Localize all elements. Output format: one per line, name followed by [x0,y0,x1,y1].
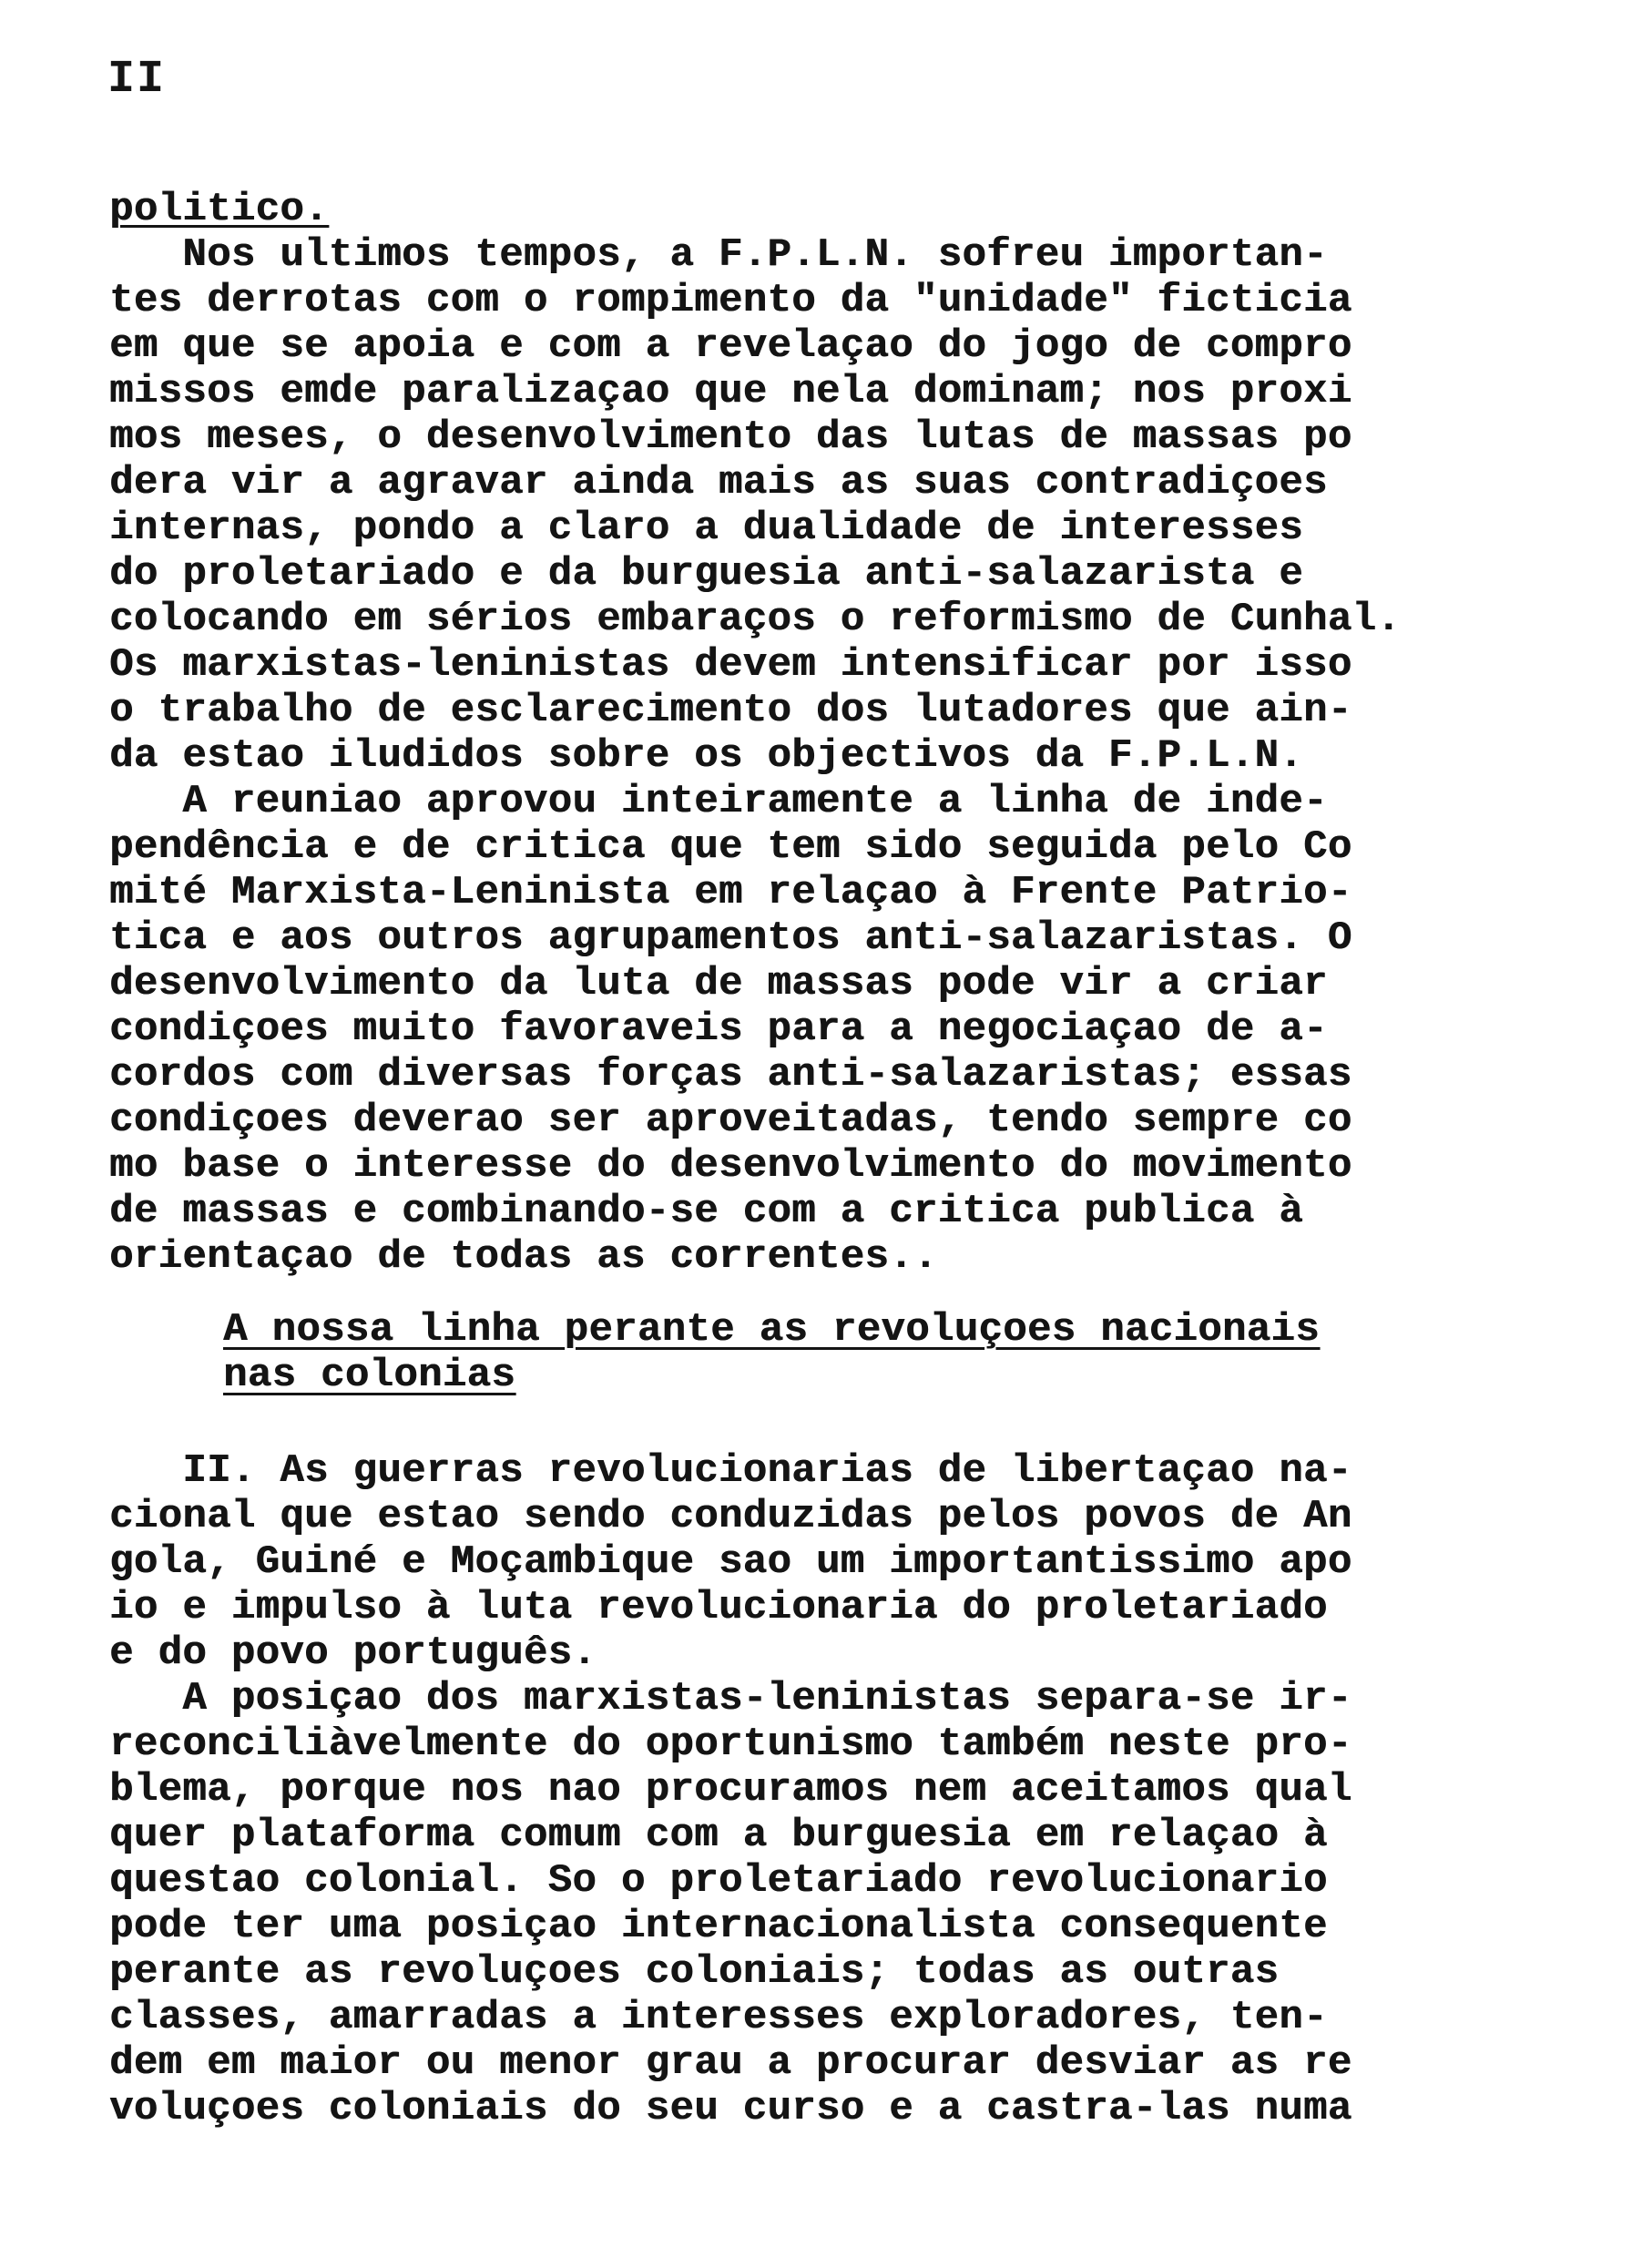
text-line: dem em maior ou menor grau a procurar desviar as re [109,2040,1352,2086]
text-line: orientaçao de todas as correntes.. [109,1234,938,1280]
text-line: io e impulso à luta revolucionaria do proletariado [109,1585,1328,1630]
text-line: internas, pondo a claro a dualidade de interesses [109,506,1303,551]
heading-line: A nossa linha perante as revoluçoes nacionais [223,1307,1320,1353]
text-line: perante as revoluçoes coloniais; todas as outras [109,1949,1280,1995]
text-line: de massas e combinando-se com a critica publica à [109,1189,1303,1234]
text-line: tes derrotas com o rompimento da "unidade" ficticia [109,278,1352,323]
text-line: Os marxistas-leninistas devem intensificar por isso [109,642,1352,688]
text-line: dera vir a agravar ainda mais as suas contradiçoes [109,460,1328,506]
text-line: voluçoes coloniais do seu curso e a castra-las numa [109,2086,1352,2131]
text-line: condiçoes deverao ser aproveitadas, tendo sempre co [109,1098,1352,1143]
text-line: A reuniao aprovou inteiramente a linha de inde- [109,779,1328,824]
text-line: e do povo português. [109,1630,597,1676]
text-line: A posiçao dos marxistas-leninistas separa-se ir- [109,1676,1352,1721]
text-line: pendência e de critica que tem sido seguida pelo Co [109,824,1352,870]
text-line: questao colonial. So o proletariado revolucionario [109,1858,1328,1904]
text-line: mité Marxista-Leninista em relaçao à Frente Patrio- [109,870,1352,915]
text-line: classes, amarradas a interesses exploradores, ten- [109,1995,1328,2040]
text-line: condiçoes muito favoraveis para a negociaçao de a- [109,1006,1328,1052]
text-line: o trabalho de esclarecimento dos lutadores que ain- [109,688,1352,733]
text-line: politico. [109,187,329,232]
text-line: quer plataforma comum com a burguesia em relaçao à [109,1813,1328,1858]
text-line: mo base o interesse do desenvolvimento do movimento [109,1143,1352,1189]
text-line: tica e aos outros agrupamentos anti-salazaristas. O [109,915,1352,961]
page-number: II [107,54,167,106]
text-line: pode ter uma posiçao internacionalista consequente [109,1904,1328,1949]
text-line: Nos ultimos tempos, a F.P.L.N. sofreu importan- [109,232,1328,278]
text-line: gola, Guiné e Moçambique sao um importantissimo apo [109,1539,1352,1585]
text-line: mos meses, o desenvolvimento das lutas de massas po [109,414,1352,460]
text-line: em que se apoia e com a revelaçao do jogo de compro [109,323,1352,369]
text-line: da estao iludidos sobre os objectivos da F.P.L.N. [109,733,1303,779]
text-line: cional que estao sendo conduzidas pelos povos de An [109,1494,1352,1539]
text-line: reconciliàvelmente do oportunismo também neste pro- [109,1721,1352,1767]
heading-line: nas colonias [223,1353,516,1398]
text-line: cordos com diversas forças anti-salazaristas; essas [109,1052,1352,1098]
text-line: do proletariado e da burguesia anti-salazarista e [109,551,1303,597]
text-line: colocando em sérios embaraços o reformismo de Cunhal. [109,597,1401,642]
text-line: II. As guerras revolucionarias de libertaçao na- [109,1448,1352,1494]
text-line: desenvolvimento da luta de massas pode vir a criar [109,961,1328,1006]
text-line: blema, porque nos nao procuramos nem aceitamos qual [109,1767,1352,1813]
text-line: missos emde paralizaçao que nela dominam; nos proxi [109,369,1352,414]
